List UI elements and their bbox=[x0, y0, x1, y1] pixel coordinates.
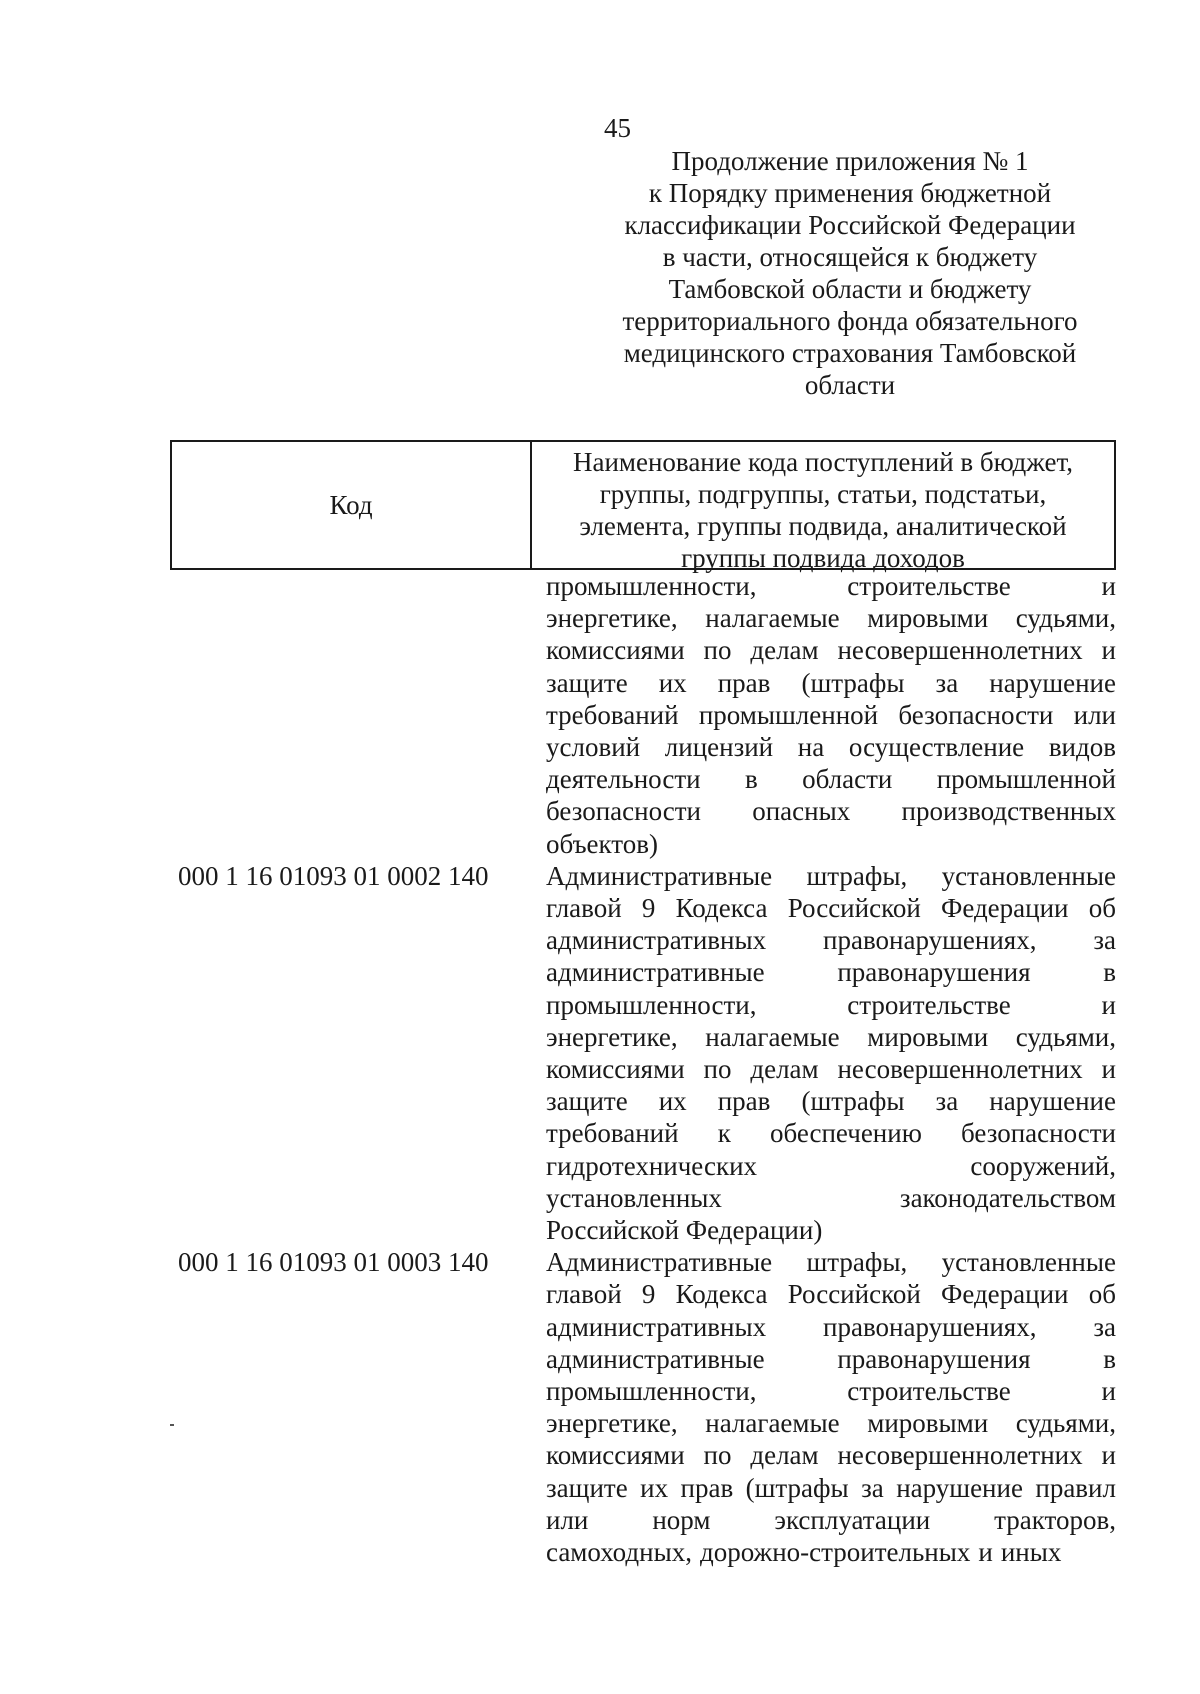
word: строительстве bbox=[847, 571, 1011, 601]
header-code-cell: Код bbox=[172, 442, 532, 568]
word: (штрафы bbox=[745, 1472, 849, 1503]
description-line bbox=[546, 570, 1116, 602]
word: прав bbox=[680, 1472, 734, 1503]
word: сооружений, bbox=[970, 1150, 1116, 1181]
word: правонарушения bbox=[837, 1343, 1031, 1374]
word: защите bbox=[546, 1086, 628, 1117]
description-line bbox=[546, 1375, 1116, 1407]
description-line bbox=[546, 602, 1116, 634]
description-line bbox=[546, 763, 1116, 795]
page-number: 45 bbox=[604, 113, 631, 143]
description-line bbox=[546, 1343, 1116, 1375]
description-line bbox=[546, 1472, 1116, 1504]
header-name-line: элемента, группы подвида, аналитической bbox=[579, 511, 1067, 541]
word: условий bbox=[546, 732, 641, 763]
word: и bbox=[1101, 989, 1116, 1020]
description-line bbox=[546, 1439, 1116, 1471]
description-line bbox=[546, 892, 1116, 924]
word: по bbox=[703, 635, 732, 666]
word: об bbox=[1088, 1279, 1116, 1310]
description-line bbox=[546, 699, 1116, 731]
description-line bbox=[546, 1311, 1116, 1343]
word: Административные bbox=[546, 1247, 773, 1278]
description-line bbox=[546, 634, 1116, 666]
word: деятельности bbox=[546, 764, 701, 795]
word: за bbox=[935, 1086, 959, 1117]
word: требований bbox=[546, 1118, 679, 1149]
word: объектов) bbox=[546, 828, 658, 859]
word: безопасности bbox=[961, 1118, 1116, 1149]
description-line bbox=[546, 1536, 1116, 1568]
word: требований bbox=[546, 699, 679, 730]
word: законодательством bbox=[899, 1182, 1116, 1213]
word: Российской bbox=[787, 1279, 921, 1310]
word: и bbox=[1101, 1376, 1116, 1407]
word: установленные bbox=[941, 1247, 1116, 1278]
word: по bbox=[703, 1054, 732, 1085]
word: тракторов, bbox=[994, 1504, 1116, 1535]
description-line bbox=[546, 1182, 1116, 1214]
word: административных bbox=[546, 925, 767, 956]
word: к bbox=[717, 1118, 731, 1149]
header-line: к Порядку применения бюджетной bbox=[648, 178, 1052, 208]
word: и bbox=[1101, 1440, 1116, 1471]
word: штрафы, bbox=[806, 860, 908, 891]
word: по bbox=[703, 1440, 732, 1471]
code-cell: 000 1 16 01093 01 0002 140 bbox=[178, 860, 489, 891]
description-line bbox=[546, 1278, 1116, 1310]
word: комиссиями bbox=[546, 635, 685, 666]
description-line bbox=[546, 956, 1116, 988]
header-line: области bbox=[804, 370, 896, 400]
description-line bbox=[546, 1504, 1116, 1536]
description-line bbox=[546, 731, 1116, 763]
word: мировыми bbox=[867, 1021, 989, 1052]
description-line bbox=[546, 1246, 1116, 1278]
word: за bbox=[1093, 925, 1116, 956]
word: делам bbox=[750, 1440, 819, 1471]
word: в bbox=[1103, 957, 1116, 988]
appendix-header bbox=[600, 145, 1100, 401]
word: комиссиями bbox=[546, 1054, 685, 1085]
word: норм bbox=[652, 1504, 711, 1535]
word: безопасности bbox=[546, 796, 701, 827]
word: прав bbox=[717, 667, 771, 698]
word: промышленности, bbox=[546, 1376, 757, 1407]
header-name-cell bbox=[532, 442, 1114, 573]
description-line bbox=[546, 667, 1116, 699]
word: правонарушения bbox=[837, 957, 1031, 988]
word: на bbox=[797, 732, 825, 763]
description-line bbox=[546, 1407, 1116, 1439]
description-line bbox=[546, 1150, 1116, 1182]
word: энергетике, bbox=[546, 1408, 678, 1439]
description-line bbox=[546, 924, 1116, 956]
description-line bbox=[546, 1021, 1116, 1053]
header-line: Тамбовской области и бюджету bbox=[668, 274, 1032, 304]
word: судьями, bbox=[1015, 603, 1116, 634]
header-name-line: группы подвида доходов bbox=[681, 543, 965, 573]
word: производственных bbox=[901, 796, 1116, 827]
word: видов bbox=[1048, 732, 1116, 763]
word: мировыми bbox=[867, 1408, 989, 1439]
description-line bbox=[546, 795, 1116, 827]
word: или bbox=[1073, 699, 1116, 730]
description-line bbox=[546, 860, 1116, 892]
scan-artifact bbox=[170, 1424, 174, 1426]
table-row bbox=[170, 1246, 1116, 1568]
word: обеспечению bbox=[769, 1118, 922, 1149]
word: гидротехнических bbox=[546, 1150, 758, 1181]
word: защите bbox=[546, 1472, 628, 1503]
word: промышленности, bbox=[546, 571, 757, 601]
word: промышленности, bbox=[546, 989, 757, 1020]
header-line: Продолжение приложения № 1 bbox=[671, 146, 1029, 176]
word: судьями, bbox=[1015, 1408, 1116, 1439]
word: Российской bbox=[787, 893, 921, 924]
header-name-line: группы, подгруппы, статьи, подстатьи, bbox=[599, 479, 1047, 509]
word: налагаемые bbox=[705, 1408, 840, 1439]
word: несовершеннолетних bbox=[837, 1054, 1083, 1085]
word: административные bbox=[546, 957, 765, 988]
word: промышленной bbox=[698, 699, 879, 730]
word: строительстве bbox=[847, 989, 1011, 1020]
description-cell bbox=[546, 1246, 1116, 1568]
word: промышленной bbox=[936, 764, 1116, 795]
word: административных bbox=[546, 1311, 767, 1342]
header-line: медицинского страхования Тамбовской bbox=[623, 338, 1077, 368]
word: и bbox=[1101, 635, 1116, 666]
word: за bbox=[935, 667, 959, 698]
word: и bbox=[978, 1537, 993, 1568]
code-cell bbox=[170, 570, 528, 860]
table-row bbox=[170, 860, 1116, 1246]
header-line: территориального фонда обязательного bbox=[622, 306, 1078, 336]
word: об bbox=[1088, 893, 1116, 924]
description-line bbox=[546, 989, 1116, 1021]
word: несовершеннолетних bbox=[837, 1440, 1083, 1471]
word: строительстве bbox=[847, 1376, 1011, 1407]
word: штрафы, bbox=[806, 1247, 908, 1278]
word: комиссиями bbox=[546, 1440, 685, 1471]
word: Федерации bbox=[940, 893, 1069, 924]
word: или bbox=[546, 1504, 589, 1535]
word: их bbox=[640, 1472, 669, 1503]
word: главой bbox=[546, 893, 622, 924]
word: делам bbox=[750, 1054, 819, 1085]
word: 9 bbox=[641, 893, 656, 924]
word: защите bbox=[546, 667, 628, 698]
header-name-line: Наименование кода поступлений в бюджет, bbox=[572, 447, 1074, 477]
word: нарушение bbox=[896, 1472, 1023, 1503]
word: их bbox=[658, 667, 687, 698]
description-line bbox=[546, 828, 1116, 860]
word: в bbox=[744, 764, 758, 795]
table-header bbox=[170, 440, 1116, 573]
word: в bbox=[1103, 1343, 1116, 1374]
header-line: в части, относящейся к бюджету bbox=[662, 242, 1038, 272]
word: нарушение bbox=[989, 667, 1116, 698]
word: Кодекса bbox=[675, 893, 768, 924]
word: и bbox=[1101, 571, 1116, 601]
header-line: классификации Российской Федерации bbox=[624, 210, 1076, 240]
word: за bbox=[1093, 1311, 1116, 1342]
word: установленных bbox=[546, 1182, 722, 1213]
word: несовершеннолетних bbox=[837, 635, 1083, 666]
word: их bbox=[658, 1086, 687, 1117]
word: безопасности bbox=[898, 699, 1054, 730]
word: лицензий bbox=[664, 732, 774, 763]
word: осуществление bbox=[848, 732, 1025, 763]
word: налагаемые bbox=[705, 1021, 840, 1052]
word: области bbox=[802, 764, 893, 795]
word: налагаемые bbox=[705, 603, 840, 634]
word: правил bbox=[1035, 1472, 1116, 1503]
word: (штрафы bbox=[801, 1086, 905, 1117]
description-line bbox=[546, 1214, 1116, 1246]
word: прав bbox=[717, 1086, 771, 1117]
description-cell bbox=[546, 570, 1116, 860]
description-line bbox=[546, 1117, 1116, 1149]
word: мировыми bbox=[867, 603, 989, 634]
word: за bbox=[861, 1472, 884, 1503]
table-row bbox=[170, 570, 1116, 860]
word: 9 bbox=[641, 1279, 656, 1310]
word: Кодекса bbox=[675, 1279, 768, 1310]
word: иных bbox=[1000, 1537, 1062, 1568]
description-line bbox=[546, 1053, 1116, 1085]
description-line bbox=[546, 1085, 1116, 1117]
word: эксплуатации bbox=[774, 1504, 931, 1535]
word: Российской Федерации) bbox=[546, 1215, 823, 1246]
word: установленные bbox=[941, 860, 1116, 891]
word: (штрафы bbox=[801, 667, 905, 698]
code-cell: 000 1 16 01093 01 0003 140 bbox=[178, 1247, 489, 1278]
word: дорожно-строительных bbox=[699, 1537, 971, 1568]
description-cell bbox=[546, 860, 1116, 1246]
word: правонарушениях, bbox=[823, 925, 1037, 956]
word: и bbox=[1101, 1054, 1116, 1085]
word: опасных bbox=[752, 796, 851, 827]
word: делам bbox=[750, 635, 819, 666]
word: нарушение bbox=[989, 1086, 1116, 1117]
word: Административные bbox=[546, 860, 773, 891]
word: административные bbox=[546, 1343, 765, 1374]
word: энергетике, bbox=[546, 1021, 678, 1052]
word: судьями, bbox=[1015, 1021, 1116, 1052]
word: энергетике, bbox=[546, 603, 678, 634]
word: самоходных, bbox=[546, 1537, 692, 1568]
word: правонарушениях, bbox=[823, 1311, 1037, 1342]
word: главой bbox=[546, 1279, 622, 1310]
word: Федерации bbox=[940, 1279, 1069, 1310]
table-body bbox=[170, 570, 1116, 1568]
